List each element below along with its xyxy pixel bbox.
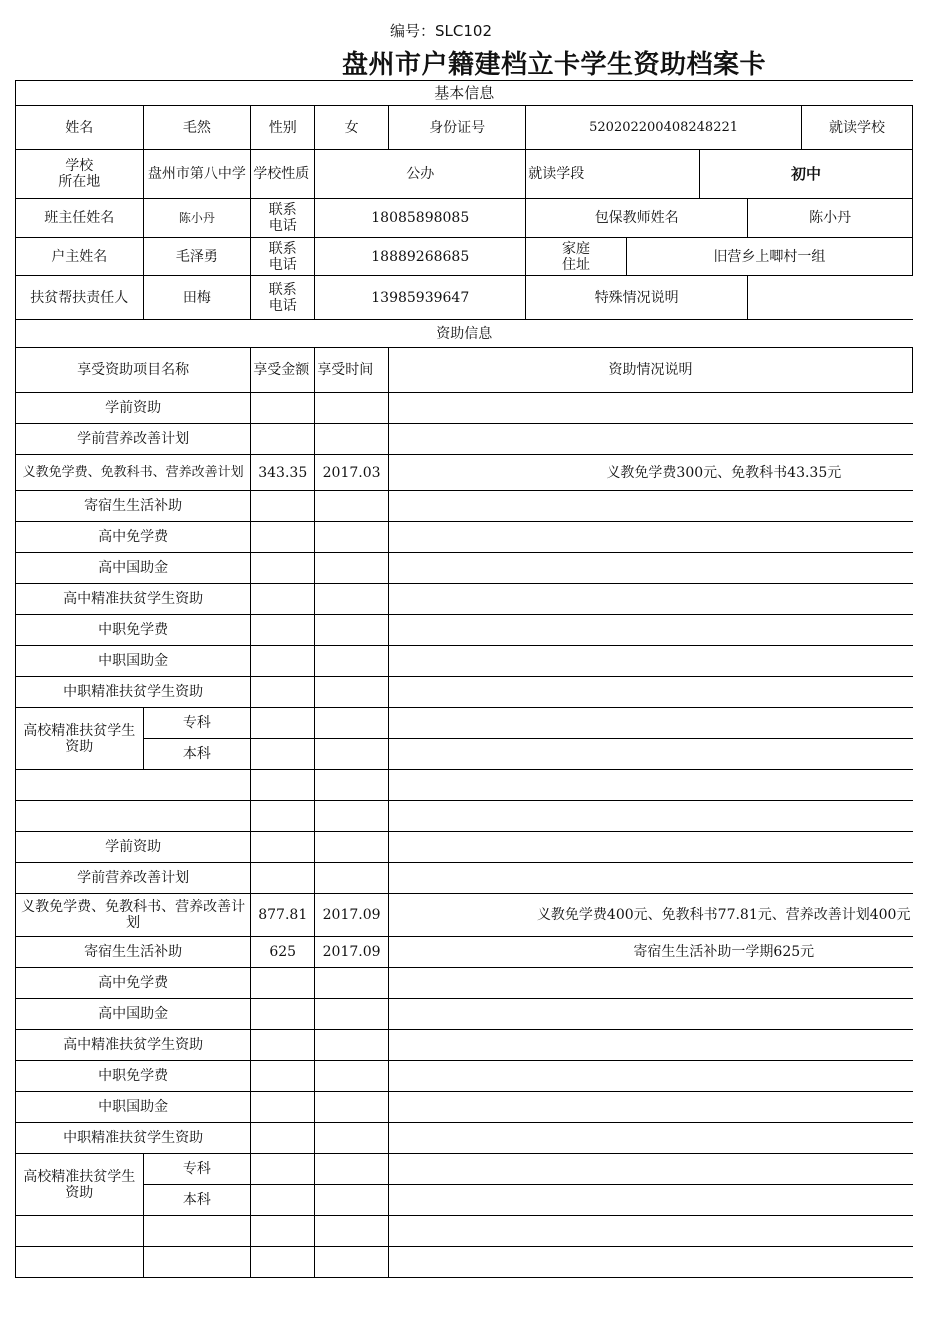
teacher-phone-label: 联系 电话 <box>251 199 315 238</box>
aid-amount <box>251 646 315 677</box>
aid-description <box>388 1061 912 1092</box>
aid-time <box>315 1092 389 1123</box>
aid-description <box>388 708 912 739</box>
table-row <box>16 455 913 491</box>
school-label: 就读学校 <box>801 106 912 150</box>
table-row <box>16 491 913 522</box>
table-row <box>16 424 913 455</box>
aid-project-name: 中职精准扶贫学生资助 <box>16 677 251 708</box>
table-row <box>16 739 913 770</box>
aid-time <box>315 1216 389 1247</box>
aid-project-name: 中职国助金 <box>16 1092 251 1123</box>
aid-project-name: 中职国助金 <box>16 646 251 677</box>
school-location-label: 学校 所在地 <box>16 150 144 199</box>
college-sub-zhuanke: 专科 <box>143 708 251 739</box>
aid-amount: 877.81 <box>251 894 315 937</box>
guarantor-label: 包保教师姓名 <box>526 199 748 238</box>
aid-amount: 343.35 <box>251 455 315 491</box>
aid-description <box>388 455 912 491</box>
table-row <box>16 863 913 894</box>
table-row <box>16 1123 913 1154</box>
aid-amount <box>251 1185 315 1216</box>
table-row <box>16 615 913 646</box>
aid-project-name: 学前营养改善计划 <box>16 424 251 455</box>
aid-description <box>388 646 912 677</box>
aid-amount <box>251 832 315 863</box>
aid-project-name: 学前营养改善计划 <box>16 863 251 894</box>
table-row <box>16 1185 913 1216</box>
aid-project-name: 中职免学费 <box>16 1061 251 1092</box>
table-row <box>16 1092 913 1123</box>
table-row <box>16 894 913 937</box>
aid-amount <box>251 393 315 424</box>
special-label: 特殊情况说明 <box>526 276 748 320</box>
aid-amount <box>251 677 315 708</box>
table-row <box>16 1216 913 1247</box>
helper-value: 田梅 <box>143 276 251 320</box>
aid-description <box>388 491 912 522</box>
special-value <box>748 276 913 320</box>
aid-description <box>388 801 912 832</box>
aid-project-name: 高中免学费 <box>16 522 251 553</box>
table-row <box>16 801 913 832</box>
record-table <box>15 80 913 1278</box>
aid-description <box>388 1092 912 1123</box>
aid-description <box>388 739 912 770</box>
table-row <box>16 1247 913 1278</box>
id-value: 520202200408248221 <box>526 106 802 150</box>
aid-description <box>388 1185 912 1216</box>
householder-value: 毛泽勇 <box>143 238 251 276</box>
table-row <box>16 553 913 584</box>
address-label: 家庭 住址 <box>526 238 627 276</box>
aid-project-name: 寄宿生生活补助 <box>16 491 251 522</box>
aid-amount <box>251 584 315 615</box>
aid-time <box>315 1123 389 1154</box>
aid-description <box>388 1216 912 1247</box>
id-label: 身份证号 <box>388 106 525 150</box>
guarantor-value: 陈小丹 <box>748 199 913 238</box>
aid-project-sub <box>143 1216 251 1247</box>
aid-amount <box>251 739 315 770</box>
card-code: 编号：SLC102 <box>390 22 492 40</box>
aid-amount <box>251 863 315 894</box>
school-location-value: 盘州市第八中学 <box>143 150 251 199</box>
aid-time <box>315 615 389 646</box>
aid-description <box>388 677 912 708</box>
aid-amount: 625 <box>251 937 315 968</box>
aid-description <box>388 999 912 1030</box>
aid-description <box>388 584 912 615</box>
aid-description <box>388 522 912 553</box>
helper-label: 扶贫帮扶责任人 <box>16 276 144 320</box>
table-row <box>16 393 913 424</box>
aid-time <box>315 739 389 770</box>
aid-description <box>388 968 912 999</box>
aid-description <box>388 1030 912 1061</box>
aid-amount <box>251 1030 315 1061</box>
aid-amount <box>251 522 315 553</box>
aid-description <box>388 553 912 584</box>
aid-project-name: 高中国助金 <box>16 553 251 584</box>
aid-description <box>388 1123 912 1154</box>
householder-phone-value: 18889268685 <box>315 238 526 276</box>
aid-description <box>388 1247 912 1278</box>
aid-time <box>315 968 389 999</box>
aid-description <box>388 937 912 968</box>
aid-description <box>388 770 912 801</box>
table-row <box>16 968 913 999</box>
aid-amount <box>251 999 315 1030</box>
table-row <box>16 646 913 677</box>
aid-amount <box>251 708 315 739</box>
aid-time <box>315 708 389 739</box>
stage-label: 就读学段 <box>526 150 700 199</box>
aid-amount <box>251 553 315 584</box>
aid-description <box>388 424 912 455</box>
aid-project-name <box>16 801 251 832</box>
aid-amount <box>251 801 315 832</box>
aid-time <box>315 522 389 553</box>
col-project-header: 享受资助项目名称 <box>16 348 251 393</box>
school-type-label: 学校性质 <box>251 150 315 199</box>
table-row <box>16 1154 913 1185</box>
aid-time <box>315 770 389 801</box>
helper-phone-label: 联系 电话 <box>251 276 315 320</box>
gender-label: 性别 <box>251 106 315 150</box>
aid-project-name: 中职免学费 <box>16 615 251 646</box>
aid-amount <box>251 770 315 801</box>
aid-time <box>315 677 389 708</box>
aid-amount <box>251 1123 315 1154</box>
aid-time <box>315 863 389 894</box>
aid-description <box>388 615 912 646</box>
aid-time <box>315 646 389 677</box>
aid-info-heading: 资助信息 <box>16 320 913 348</box>
college-sub-benke: 本科 <box>143 1185 251 1216</box>
aid-time <box>315 832 389 863</box>
aid-time <box>315 424 389 455</box>
aid-project-name: 高中精准扶贫学生资助 <box>16 1030 251 1061</box>
table-row <box>16 832 913 863</box>
aid-amount <box>251 491 315 522</box>
aid-description <box>388 832 912 863</box>
aid-project-name: 高中国助金 <box>16 999 251 1030</box>
address-value: 旧营乡上唧村一组 <box>626 238 912 276</box>
householder-phone-label: 联系 电话 <box>251 238 315 276</box>
aid-project-name: 寄宿生生活补助 <box>16 937 251 968</box>
aid-time <box>315 491 389 522</box>
table-row <box>16 584 913 615</box>
college-sub-benke: 本科 <box>143 739 251 770</box>
college-sub-zhuanke: 专科 <box>143 1154 251 1185</box>
col-desc-header: 资助情况说明 <box>388 348 912 393</box>
table-row <box>16 1061 913 1092</box>
aid-amount <box>251 1247 315 1278</box>
aid-description <box>388 863 912 894</box>
table-row <box>16 770 913 801</box>
aid-time: 2017.09 <box>315 937 389 968</box>
aid-project-name <box>16 1247 144 1278</box>
record-sheet <box>15 80 913 1278</box>
aid-description-text: 义教免学费400元、免教科书77.81元、营养改善计划400元 <box>536 907 911 923</box>
aid-description <box>388 1154 912 1185</box>
aid-description <box>388 393 912 424</box>
aid-description-text: 义教免学费300元、免教科书43.35元 <box>606 464 842 481</box>
aid-amount <box>251 615 315 646</box>
table-row <box>16 937 913 968</box>
aid-time <box>315 801 389 832</box>
table-row <box>16 677 913 708</box>
aid-project-name: 中职精准扶贫学生资助 <box>16 1123 251 1154</box>
aid-time <box>315 553 389 584</box>
aid-project-sub <box>143 1247 251 1278</box>
name-label: 姓名 <box>16 106 144 150</box>
gender-value: 女 <box>315 106 389 150</box>
aid-amount <box>251 1216 315 1247</box>
aid-amount <box>251 1154 315 1185</box>
aid-time <box>315 999 389 1030</box>
aid-project-name <box>16 1216 144 1247</box>
page-title: 盘州市户籍建档立卡学生资助档案卡 <box>342 50 767 80</box>
college-aid-label: 高校精准扶贫学生资助 <box>16 708 144 770</box>
col-time-header: 享受时间 <box>315 348 389 393</box>
basic-info-heading: 基本信息 <box>16 81 913 106</box>
table-row <box>16 708 913 739</box>
aid-project-name: 义教免学费、免教科书、营养改善计划 <box>16 455 251 491</box>
aid-amount <box>251 424 315 455</box>
aid-project-name: 高中精准扶贫学生资助 <box>16 584 251 615</box>
householder-label: 户主姓名 <box>16 238 144 276</box>
helper-phone-value: 13985939647 <box>315 276 526 320</box>
aid-time <box>315 584 389 615</box>
aid-time <box>315 1247 389 1278</box>
aid-project-name: 高中免学费 <box>16 968 251 999</box>
aid-amount <box>251 968 315 999</box>
aid-project-name <box>16 770 251 801</box>
aid-time <box>315 1030 389 1061</box>
teacher-value: 陈小丹 <box>143 199 251 238</box>
table-row <box>16 522 913 553</box>
teacher-label: 班主任姓名 <box>16 199 144 238</box>
aid-project-name: 学前资助 <box>16 393 251 424</box>
college-aid-label: 高校精准扶贫学生资助 <box>16 1154 144 1216</box>
stage-value: 初中 <box>700 150 913 199</box>
aid-amount <box>251 1061 315 1092</box>
name-value: 毛然 <box>143 106 251 150</box>
aid-description-text: 寄宿生生活补助一学期625元 <box>633 944 815 960</box>
aid-project-name: 学前资助 <box>16 832 251 863</box>
aid-time <box>315 1061 389 1092</box>
aid-amount <box>251 1092 315 1123</box>
aid-time <box>315 393 389 424</box>
table-row <box>16 1030 913 1061</box>
school-type-value: 公办 <box>315 150 526 199</box>
aid-description <box>388 894 912 937</box>
table-row <box>16 999 913 1030</box>
aid-time <box>315 1185 389 1216</box>
aid-project-name: 义教免学费、免教科书、营养改善计划 <box>16 894 251 937</box>
col-amount-header: 享受金额 <box>251 348 315 393</box>
aid-time: 2017.09 <box>315 894 389 937</box>
aid-time: 2017.03 <box>315 455 389 491</box>
aid-time <box>315 1154 389 1185</box>
teacher-phone-value: 18085898085 <box>315 199 526 238</box>
